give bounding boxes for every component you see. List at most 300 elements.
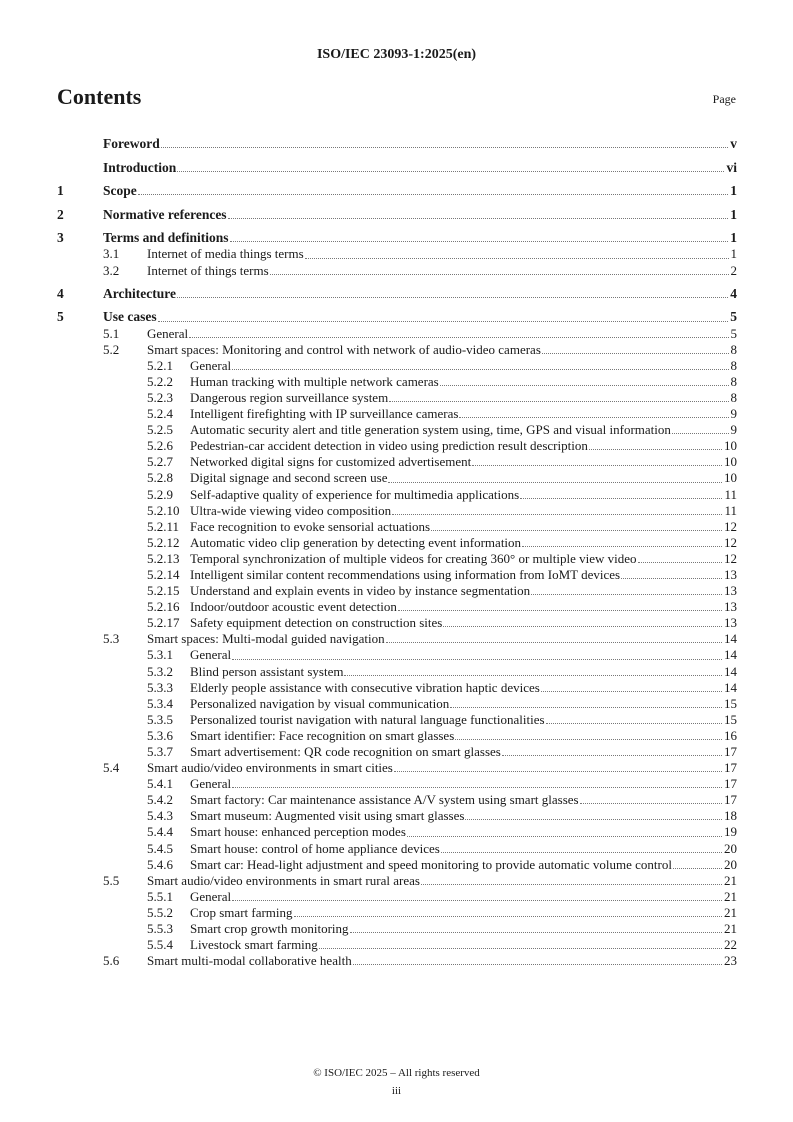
toc-entry[interactable] — [57, 567, 737, 583]
dot-leader — [455, 739, 722, 740]
toc-entry-number: 5.2.6 — [147, 438, 173, 454]
toc-entry-page: 12 — [724, 534, 737, 550]
toc-entry-number: 5.3 — [103, 631, 120, 647]
toc-entry-title[interactable]: Smart crop growth monitoring — [190, 921, 349, 937]
dot-leader — [344, 675, 722, 676]
toc-entry-title[interactable]: Smart house: enhanced perception modes — [190, 824, 406, 840]
dot-leader — [228, 218, 729, 219]
toc-entry-body — [103, 230, 737, 246]
toc-entry-body — [147, 631, 737, 647]
toc-entry-page: 23 — [724, 953, 737, 969]
toc-entry-body — [190, 744, 737, 760]
toc-entry-number: 5.2.16 — [147, 599, 180, 615]
toc-entry[interactable] — [57, 664, 737, 680]
toc-entry-page: vi — [726, 159, 737, 175]
toc-entry-body — [147, 873, 737, 889]
table-of-contents — [57, 129, 737, 969]
dot-leader — [398, 610, 722, 611]
toc-entry-title[interactable]: Smart audio/video environments in smart cities — [147, 760, 393, 776]
toc-entry-number: 5.2.8 — [147, 470, 173, 486]
toc-entry-title[interactable]: Networked digital signs for customized advertisement — [190, 454, 472, 470]
dot-leader — [472, 465, 722, 466]
toc-entry-page: 2 — [730, 262, 737, 278]
toc-entry[interactable] — [57, 454, 737, 470]
toc-entry-number: 5.2 — [103, 341, 120, 357]
dot-leader — [350, 932, 722, 933]
toc-entry-number: 3.1 — [103, 246, 120, 262]
toc-entry-page: 9 — [730, 406, 737, 422]
toc-entry-page: 13 — [724, 615, 737, 631]
toc-entry[interactable] — [57, 136, 737, 152]
toc-entry[interactable] — [57, 551, 737, 567]
toc-entry-title[interactable]: Ultra-wide viewing video composition — [190, 502, 392, 518]
toc-entry-page: 21 — [724, 904, 737, 920]
toc-entry-page: 17 — [724, 792, 737, 808]
contents-title: Contents — [57, 84, 142, 109]
toc-entry[interactable] — [57, 905, 737, 921]
toc-entry-title[interactable]: Smart multi-modal collaborative health — [147, 953, 352, 969]
toc-entry-number: 5.2.5 — [147, 422, 173, 438]
toc-entry-body — [190, 696, 737, 712]
toc-entry-number: 5.2.17 — [147, 615, 180, 631]
toc-entry-page: 12 — [724, 550, 737, 566]
toc-entry-body — [190, 647, 737, 663]
toc-entry-title[interactable]: Use cases — [103, 309, 157, 325]
toc-entry-body — [190, 438, 737, 454]
toc-entry[interactable] — [57, 647, 737, 663]
toc-entry-body — [190, 728, 737, 744]
toc-entry-number: 5.4 — [103, 760, 120, 776]
toc-entry-title[interactable]: General — [190, 888, 232, 904]
toc-entry-page: 17 — [724, 744, 737, 760]
dot-leader — [638, 562, 722, 563]
toc-entry-title[interactable]: Smart advertisement: QR code recognition on smart glasses — [190, 744, 501, 760]
toc-entry-body — [103, 183, 737, 199]
toc-entry-page: 21 — [724, 888, 737, 904]
toc-entry[interactable] — [57, 246, 737, 262]
toc-entry-title[interactable]: Smart identifier: Face recognition on smart glasses — [190, 727, 455, 743]
dot-leader — [270, 274, 729, 275]
toc-entry[interactable] — [57, 953, 737, 969]
dot-leader — [673, 868, 722, 869]
toc-entry-title[interactable]: Architecture — [103, 286, 176, 301]
toc-entry-title[interactable]: Automatic security alert and title generation system using, time, GPS and visual information — [190, 422, 671, 438]
toc-entry[interactable] — [57, 470, 737, 486]
toc-entry-page: 5 — [730, 309, 737, 325]
dot-leader — [520, 498, 722, 499]
toc-entry-number: 5.3.1 — [147, 647, 173, 663]
toc-entry[interactable] — [57, 207, 737, 223]
toc-entry-title[interactable]: Dangerous region surveillance system — [190, 389, 389, 405]
dot-leader — [319, 948, 722, 949]
toc-entry-number — [57, 136, 103, 152]
toc-entry[interactable] — [57, 183, 737, 199]
toc-entry-body — [103, 207, 737, 223]
toc-entry-number: 5.4.1 — [147, 776, 173, 792]
toc-entry[interactable] — [57, 857, 737, 873]
toc-entry-page: 14 — [724, 663, 737, 679]
toc-entry-title[interactable]: Digital signage and second screen use — [190, 470, 388, 486]
toc-entry-body — [190, 824, 737, 840]
toc-entry-page: 4 — [730, 286, 737, 301]
toc-entry-page: 8 — [730, 389, 737, 405]
toc-entry-page: 8 — [730, 357, 737, 373]
page-column-label: Page — [712, 92, 736, 106]
toc-entry-page: 8 — [730, 341, 737, 357]
toc-entry-title[interactable]: Intelligent firefighting with IP surveillance cameras — [190, 406, 459, 422]
toc-entry-title[interactable]: Face recognition to evoke sensorial actuations — [190, 518, 431, 534]
toc-entry-page: v — [730, 136, 737, 152]
toc-entry[interactable] — [57, 263, 737, 279]
dot-leader — [531, 594, 722, 595]
toc-entry-title[interactable]: Automatic video clip generation by detecting event information — [190, 534, 522, 550]
dot-leader — [459, 417, 728, 418]
toc-entry-body — [103, 286, 737, 302]
dot-leader — [161, 147, 729, 148]
toc-entry-title[interactable]: Safety equipment detection on construction sites — [190, 615, 443, 631]
toc-entry-page: 17 — [724, 760, 737, 776]
toc-entry-number: 5.5.4 — [147, 937, 173, 953]
toc-entry-title[interactable]: Scope — [103, 183, 137, 199]
toc-entry-page: 15 — [724, 695, 737, 711]
toc-entry-number: 5.2.4 — [147, 406, 173, 422]
toc-entry[interactable] — [57, 937, 737, 953]
toc-entry-number: 5.4.4 — [147, 824, 173, 840]
toc-entry-page: 5 — [730, 325, 737, 341]
dot-leader — [232, 659, 722, 660]
toc-entry-page: 1 — [730, 230, 737, 246]
toc-entry[interactable] — [57, 824, 737, 840]
toc-entry-body — [190, 776, 737, 792]
toc-entry-title[interactable]: Smart museum: Augmented visit using smart glasses — [190, 808, 465, 824]
toc-entry[interactable] — [57, 358, 737, 374]
dot-leader — [138, 194, 729, 195]
toc-entry-number: 5.2.9 — [147, 486, 173, 502]
toc-entry-page: 1 — [730, 246, 737, 262]
toc-entry-body — [190, 390, 737, 406]
toc-entry-number: 3.2 — [103, 262, 120, 278]
toc-entry-page: 20 — [724, 840, 737, 856]
toc-entry-title[interactable]: General — [190, 647, 232, 663]
dot-leader — [407, 836, 722, 837]
toc-entry-body — [147, 760, 737, 776]
dot-leader — [353, 964, 722, 965]
toc-entry-title[interactable]: Foreword — [103, 136, 160, 152]
dot-leader — [465, 819, 722, 820]
dot-leader — [522, 546, 722, 547]
toc-entry-body — [190, 422, 737, 438]
toc-entry-title[interactable]: Self-adaptive quality of experience for multimedia applications — [190, 486, 520, 502]
dot-leader — [546, 723, 722, 724]
dot-leader — [621, 578, 722, 579]
toc-entry-body — [190, 535, 737, 551]
toc-entry-number: 5.4.5 — [147, 840, 173, 856]
toc-entry-body — [190, 551, 737, 567]
toc-entry-page: 21 — [724, 872, 737, 888]
document-header: ISO/IEC 23093-1:2025(en) — [316, 47, 477, 62]
toc-entry-title[interactable]: Smart factory: Car maintenance assistance A/V system using smart glasses — [190, 792, 579, 808]
toc-entry-body — [190, 599, 737, 615]
toc-entry-number: 5.2.12 — [147, 534, 180, 550]
toc-entry-page: 15 — [724, 711, 737, 727]
toc-entry-number: 5.4.3 — [147, 808, 173, 824]
toc-entry-title[interactable]: General — [190, 357, 232, 373]
toc-entry-body — [190, 358, 737, 374]
dot-leader — [305, 258, 729, 259]
toc-entry[interactable] — [57, 615, 737, 631]
toc-entry-body — [190, 905, 737, 921]
toc-entry-title[interactable]: Indoor/outdoor acoustic event detection — [190, 599, 397, 615]
toc-entry-number: 5.5 — [103, 872, 120, 888]
toc-entry[interactable] — [57, 792, 737, 808]
copyright-footer: © ISO/IEC 2025 – All rights reserved — [313, 1067, 480, 1079]
toc-entry[interactable] — [57, 841, 737, 857]
toc-entry-number — [57, 160, 103, 176]
toc-entry-page: 20 — [724, 856, 737, 872]
toc-entry-title[interactable]: Blind person assistant system — [190, 663, 344, 679]
toc-entry-title[interactable]: Personalized navigation by visual communication — [190, 695, 450, 711]
page-number: iii — [391, 1085, 402, 1097]
toc-entry-body — [190, 889, 737, 905]
toc-entry-body — [190, 583, 737, 599]
toc-entry-number: 5.2.13 — [147, 550, 180, 566]
toc-entry-number: 5 — [57, 309, 64, 325]
toc-entry-page: 11 — [724, 486, 737, 502]
dot-leader — [421, 884, 722, 885]
toc-entry-title[interactable]: Intelligent similar content recommendations using information from IoMT devices — [190, 566, 621, 582]
toc-entry-body — [103, 309, 737, 325]
toc-entry-number: 5.3.2 — [147, 663, 173, 679]
toc-entry-page: 18 — [724, 808, 737, 824]
dot-leader — [441, 852, 722, 853]
toc-entry-body — [190, 680, 737, 696]
toc-entry-body — [190, 792, 737, 808]
toc-entry-number: 1 — [57, 183, 64, 199]
toc-entry-title[interactable]: Understand and explain events in video by instance segmentation — [190, 583, 531, 599]
toc-entry-number: 2 — [57, 206, 64, 222]
toc-entry-body — [147, 953, 737, 969]
toc-entry-page: 8 — [730, 373, 737, 389]
toc-entry-number: 4 — [57, 286, 64, 301]
toc-entry-number: 5.5.1 — [147, 888, 173, 904]
toc-entry[interactable] — [57, 374, 737, 390]
toc-entry-number: 5.2.2 — [147, 373, 173, 389]
toc-entry-number: 5.3.3 — [147, 679, 173, 695]
toc-entry-body — [190, 841, 737, 857]
toc-entry-title[interactable]: Smart spaces: Monitoring and control with network of audio-video cameras — [147, 341, 541, 357]
toc-entry[interactable] — [57, 760, 737, 776]
toc-entry[interactable] — [57, 712, 737, 728]
toc-entry[interactable] — [57, 744, 737, 760]
toc-entry-page: 13 — [724, 566, 737, 582]
toc-entry-number: 5.3.5 — [147, 711, 173, 727]
toc-entry[interactable] — [57, 873, 737, 889]
dot-leader — [502, 755, 722, 756]
toc-entry-number: 5.2.11 — [147, 518, 180, 534]
toc-entry-page: 13 — [724, 583, 737, 599]
dot-leader — [580, 803, 722, 804]
toc-entry-body — [190, 921, 737, 937]
dot-leader — [541, 691, 722, 692]
dot-leader — [294, 916, 722, 917]
toc-entry-page: 13 — [724, 599, 737, 615]
toc-entry-page: 11 — [724, 502, 737, 518]
toc-entry-number: 5.3.4 — [147, 695, 173, 711]
toc-entry-title[interactable]: Temporal synchronization of multiple videos for creating 360° or multiple view video — [190, 550, 637, 566]
toc-entry[interactable] — [57, 631, 737, 647]
toc-entry-number: 5.2.10 — [147, 502, 180, 518]
toc-entry-number: 5.4.2 — [147, 792, 173, 808]
toc-entry-title[interactable]: Crop smart farming — [190, 904, 293, 920]
toc-entry-number: 3 — [57, 230, 64, 246]
toc-entry-body — [103, 136, 737, 152]
toc-entry-title[interactable]: Smart spaces: Multi-modal guided navigation — [147, 631, 385, 647]
toc-entry-body — [147, 246, 737, 262]
dot-leader — [450, 707, 722, 708]
toc-entry-title[interactable]: General — [147, 325, 189, 341]
dot-leader — [392, 514, 722, 515]
toc-entry-body — [103, 160, 737, 176]
toc-entry-title[interactable]: Personalized tourist navigation with natural language functionalities — [190, 711, 545, 727]
toc-entry-page: 14 — [724, 679, 737, 695]
dot-leader — [542, 353, 729, 354]
toc-entry-number: 5.3.6 — [147, 727, 173, 743]
toc-entry[interactable] — [57, 309, 737, 325]
toc-entry[interactable] — [57, 487, 737, 503]
toc-entry-body — [190, 503, 737, 519]
toc-entry[interactable] — [57, 680, 737, 696]
toc-entry-number: 5.2.14 — [147, 566, 180, 582]
toc-entry[interactable] — [57, 519, 737, 535]
toc-entry-page: 10 — [724, 438, 737, 454]
dot-leader — [230, 241, 729, 242]
toc-entry-page: 22 — [724, 937, 737, 953]
toc-entry-page: 1 — [730, 206, 737, 222]
toc-entry-body — [190, 664, 737, 680]
toc-entry[interactable] — [57, 808, 737, 824]
toc-entry-page: 10 — [724, 470, 737, 486]
toc-entry[interactable] — [57, 599, 737, 615]
toc-entry[interactable] — [57, 776, 737, 792]
toc-entry-page: 21 — [724, 921, 737, 937]
toc-entry[interactable] — [57, 390, 737, 406]
toc-entry-page: 12 — [724, 518, 737, 534]
toc-entry-title[interactable]: Livestock smart farming — [190, 937, 318, 953]
toc-entry-title[interactable]: Smart house: control of home appliance devices — [190, 840, 440, 856]
dot-leader — [232, 900, 722, 901]
toc-entry-body — [190, 567, 737, 583]
toc-entry[interactable] — [57, 286, 737, 302]
dot-leader — [158, 321, 729, 322]
dot-leader — [431, 530, 722, 531]
toc-entry-title[interactable]: Introduction — [103, 159, 177, 175]
toc-entry-number: 5.2.7 — [147, 454, 173, 470]
toc-entry[interactable] — [57, 326, 737, 342]
toc-entry-body — [190, 519, 737, 535]
toc-entry-title[interactable]: Smart audio/video environments in smart rural areas — [147, 872, 420, 888]
toc-entry-title[interactable]: Internet of things terms — [147, 262, 269, 278]
toc-entry-body — [190, 487, 737, 503]
dot-leader — [672, 433, 729, 434]
dot-leader — [389, 401, 728, 402]
toc-entry-title[interactable]: Human tracking with multiple network cameras — [190, 373, 439, 389]
dot-leader — [189, 337, 728, 338]
toc-entry-title[interactable]: Internet of media things terms — [147, 246, 304, 262]
toc-entry-body — [190, 470, 737, 486]
toc-entry-number: 5.3.7 — [147, 744, 173, 760]
dot-leader — [232, 369, 728, 370]
dot-leader — [443, 626, 722, 627]
toc-entry[interactable] — [57, 438, 737, 454]
toc-entry-body — [190, 406, 737, 422]
toc-entry-title[interactable]: General — [190, 776, 232, 792]
dot-leader — [177, 297, 728, 298]
toc-entry-page: 9 — [730, 422, 737, 438]
toc-entry-number: 5.5.2 — [147, 904, 173, 920]
toc-entry-number: 5.6 — [103, 953, 120, 969]
toc-entry[interactable] — [57, 889, 737, 905]
dot-leader — [232, 787, 722, 788]
dot-leader — [388, 482, 722, 483]
toc-entry-title[interactable]: Smart car: Head-light adjustment and speed monitoring to provide automatic volume control — [190, 856, 672, 872]
toc-entry[interactable] — [57, 535, 737, 551]
toc-entry-body — [190, 615, 737, 631]
toc-entry-number: 5.4.6 — [147, 856, 173, 872]
toc-entry[interactable] — [57, 921, 737, 937]
toc-entry-number: 5.2.3 — [147, 389, 173, 405]
toc-entry-body — [190, 712, 737, 728]
toc-entry-title[interactable]: Normative references — [103, 206, 227, 222]
toc-entry-page: 1 — [730, 183, 737, 199]
toc-entry-page: 14 — [724, 647, 737, 663]
toc-entry-number: 5.2.1 — [147, 357, 173, 373]
dot-leader — [440, 385, 729, 386]
toc-entry-body — [147, 326, 737, 342]
toc-entry[interactable] — [57, 422, 737, 438]
toc-entry-title[interactable]: Terms and definitions — [103, 230, 229, 246]
toc-entry-page: 14 — [724, 631, 737, 647]
toc-entry-number: 5.2.15 — [147, 583, 180, 599]
dot-leader — [394, 771, 722, 772]
toc-entry-body — [147, 342, 737, 358]
toc-entry-title[interactable]: Elderly people assistance with consecutive vibration haptic devices — [190, 679, 540, 695]
toc-entry[interactable] — [57, 583, 737, 599]
toc-entry[interactable] — [57, 503, 737, 519]
toc-entry[interactable] — [57, 406, 737, 422]
toc-entry[interactable] — [57, 728, 737, 744]
toc-entry-page: 17 — [724, 776, 737, 792]
toc-entry-body — [190, 857, 737, 873]
toc-entry[interactable] — [57, 230, 737, 246]
dot-leader — [386, 642, 722, 643]
toc-entry-body — [190, 374, 737, 390]
toc-entry-page: 19 — [724, 824, 737, 840]
toc-entry-body — [190, 937, 737, 953]
toc-entry-number: 5.5.3 — [147, 921, 173, 937]
toc-entry-page: 16 — [724, 727, 737, 743]
toc-entry-page: 10 — [724, 454, 737, 470]
dot-leader — [177, 171, 724, 172]
toc-entry-body — [190, 454, 737, 470]
dot-leader — [589, 449, 722, 450]
toc-entry-body — [190, 808, 737, 824]
toc-entry[interactable] — [57, 160, 737, 176]
toc-entry-number: 5.1 — [103, 325, 120, 341]
toc-entry[interactable] — [57, 696, 737, 712]
toc-entry-title[interactable]: Pedestrian-car accident detection in video using prediction result description — [190, 438, 588, 454]
toc-entry[interactable] — [57, 342, 737, 358]
toc-entry-body — [147, 263, 737, 279]
